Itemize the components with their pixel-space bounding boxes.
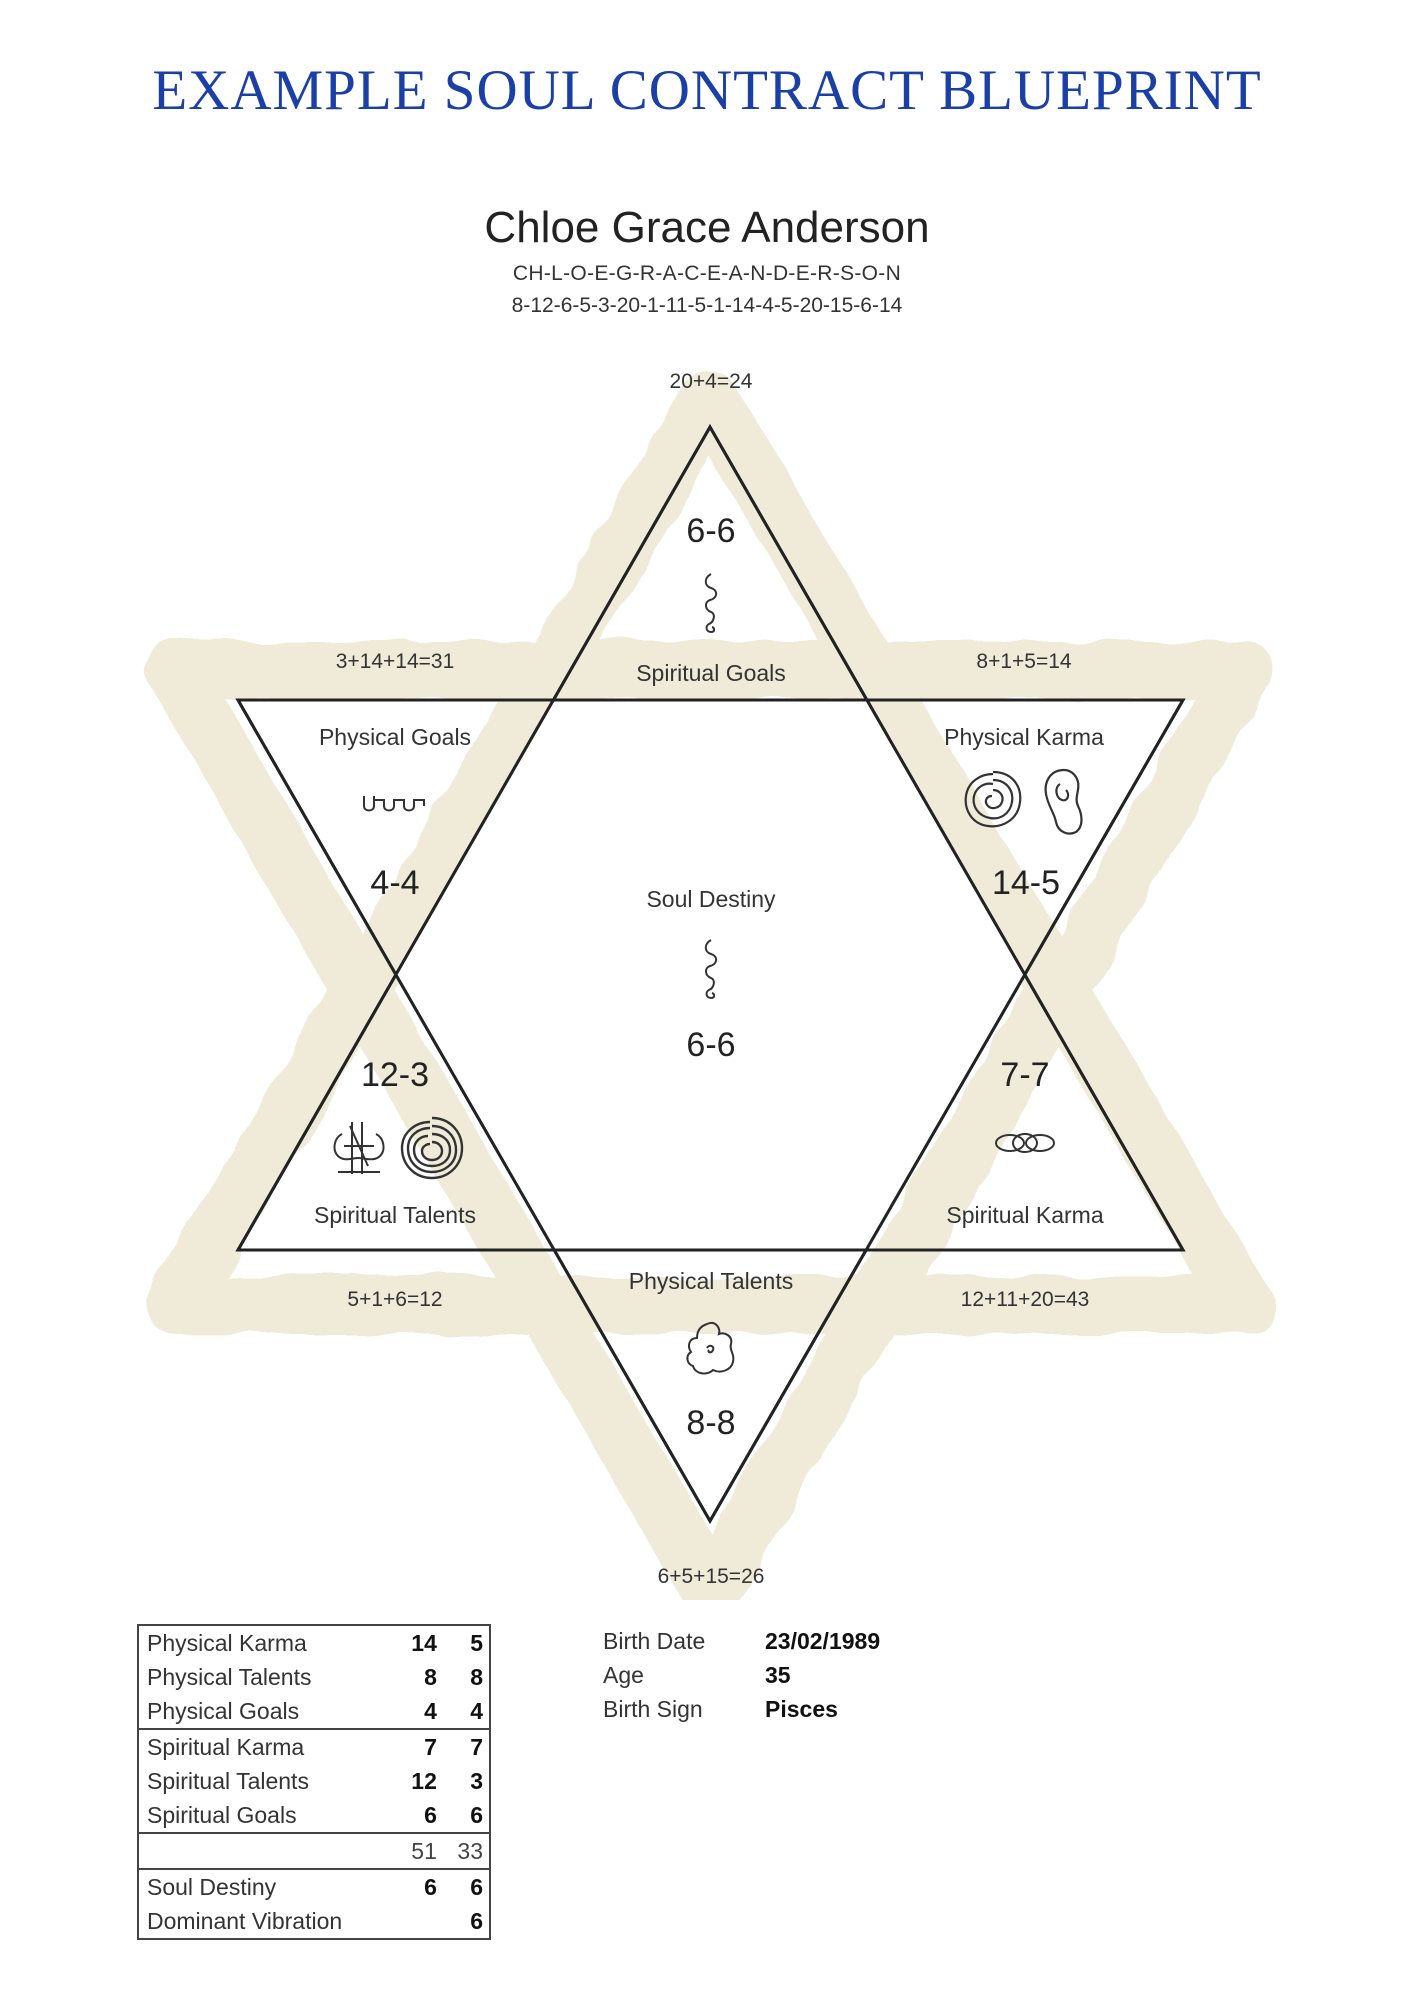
name-numbers: 8-12-6-5-3-20-1-11-5-1-14-4-5-20-15-6-14 [511, 294, 903, 317]
sum-upper-right: 8+1+5=14 [976, 650, 1072, 673]
row-label: Spiritual Karma [138, 1729, 397, 1764]
physical-talents-label: Physical Talents [628, 1268, 794, 1294]
birth-sign-row [603, 1692, 880, 1726]
row-value-a: 6 [397, 1869, 443, 1904]
row-value-b: 6 [470, 1908, 483, 1934]
physical-karma-label: Physical Karma [944, 724, 1104, 750]
spiritual-karma-label: Spiritual Karma [946, 1202, 1104, 1228]
row-value-a: 7 [397, 1729, 443, 1764]
birth-info [603, 1624, 880, 1726]
sound-squiggle-icon [696, 936, 726, 1006]
birth-date-row [603, 1624, 880, 1658]
physical-talents-value: 8-8 [686, 1404, 736, 1442]
sound-squiggle-icon [696, 570, 726, 640]
row-label: Physical Goals [147, 1698, 300, 1724]
table-row [138, 1660, 490, 1694]
soul-destiny-value: 6-6 [686, 1026, 736, 1064]
physical-karma-value: 14-5 [991, 864, 1061, 902]
chain-links-icon [992, 1128, 1058, 1158]
spiral-circle-icon [960, 766, 1026, 832]
row-value-a: 12 [411, 1768, 437, 1794]
spiritual-talents-value: 12-3 [360, 1056, 430, 1094]
birth-sign-label: Birth Sign [603, 1696, 703, 1722]
spiritual-goals-label: Spiritual Goals [636, 660, 786, 686]
table-row [138, 1625, 490, 1660]
row-label: Spiritual Talents [147, 1768, 309, 1794]
row-value-b: 8 [470, 1664, 483, 1690]
row-value-a: 6 [424, 1802, 437, 1828]
table-row [138, 1904, 490, 1939]
person-name: Chloe Grace Anderson [484, 203, 930, 252]
birth-date-value: 23/02/1989 [765, 1628, 881, 1654]
row-value-b: 6 [443, 1869, 490, 1904]
vibration-table [137, 1624, 491, 1940]
soul-destiny-label: Soul Destiny [646, 886, 776, 912]
total-a: 51 [397, 1833, 443, 1869]
spiritual-karma-value: 7-7 [1000, 1056, 1050, 1094]
page-title: EXAMPLE SOUL CONTRACT BLUEPRINT [152, 59, 1262, 122]
row-value-b: 5 [470, 1630, 483, 1656]
blob-icon [681, 1318, 741, 1378]
age-value: 35 [765, 1662, 791, 1688]
total-b: 33 [443, 1833, 490, 1869]
sum-bottom: 6+5+15=26 [657, 1565, 765, 1588]
ear-icon [1040, 766, 1088, 838]
age-label: Age [603, 1662, 644, 1688]
row-value-b: 3 [470, 1768, 483, 1794]
row-label: Dominant Vibration [147, 1908, 343, 1934]
row-label: Spiritual Goals [147, 1802, 297, 1828]
totals-row [138, 1833, 490, 1869]
row-value-b: 4 [470, 1698, 483, 1724]
sum-lower-left: 5+1+6=12 [347, 1288, 443, 1311]
sum-lower-right: 12+11+20=43 [960, 1288, 1090, 1311]
row-value-b: 7 [443, 1729, 490, 1764]
age-row [603, 1658, 880, 1692]
physical-goals-value: 4-4 [370, 864, 420, 902]
row-value-b: 6 [470, 1802, 483, 1828]
spiritual-goals-value: 6-6 [686, 512, 736, 550]
sum-upper-left: 3+14+14=31 [335, 650, 455, 673]
row-label [138, 1833, 397, 1869]
row-value-a: 4 [424, 1698, 437, 1724]
table-row [138, 1694, 490, 1729]
table-row [138, 1729, 490, 1764]
sum-top: 20+4=24 [669, 370, 753, 393]
physical-goals-label: Physical Goals [318, 724, 472, 750]
row-value-a: 8 [424, 1664, 437, 1690]
concentric-spiral-icon [398, 1114, 466, 1182]
row-label: Soul Destiny [138, 1869, 397, 1904]
row-label: Physical Karma [147, 1630, 307, 1656]
table-row [138, 1798, 490, 1833]
row-value-a: 14 [411, 1630, 437, 1656]
row-label: Physical Talents [147, 1664, 312, 1690]
tree-figure-icon [328, 1116, 390, 1178]
name-letters: CH-L-O-E-G-R-A-C-E-A-N-D-E-R-S-O-N [512, 262, 902, 285]
table-row [138, 1764, 490, 1798]
row-value-a [397, 1904, 443, 1939]
wave-loops-icon [362, 790, 428, 814]
spiritual-talents-label: Spiritual Talents [314, 1202, 476, 1228]
table-row [138, 1869, 490, 1904]
birth-date-label: Birth Date [603, 1628, 706, 1654]
birth-sign-value: Pisces [765, 1696, 838, 1722]
